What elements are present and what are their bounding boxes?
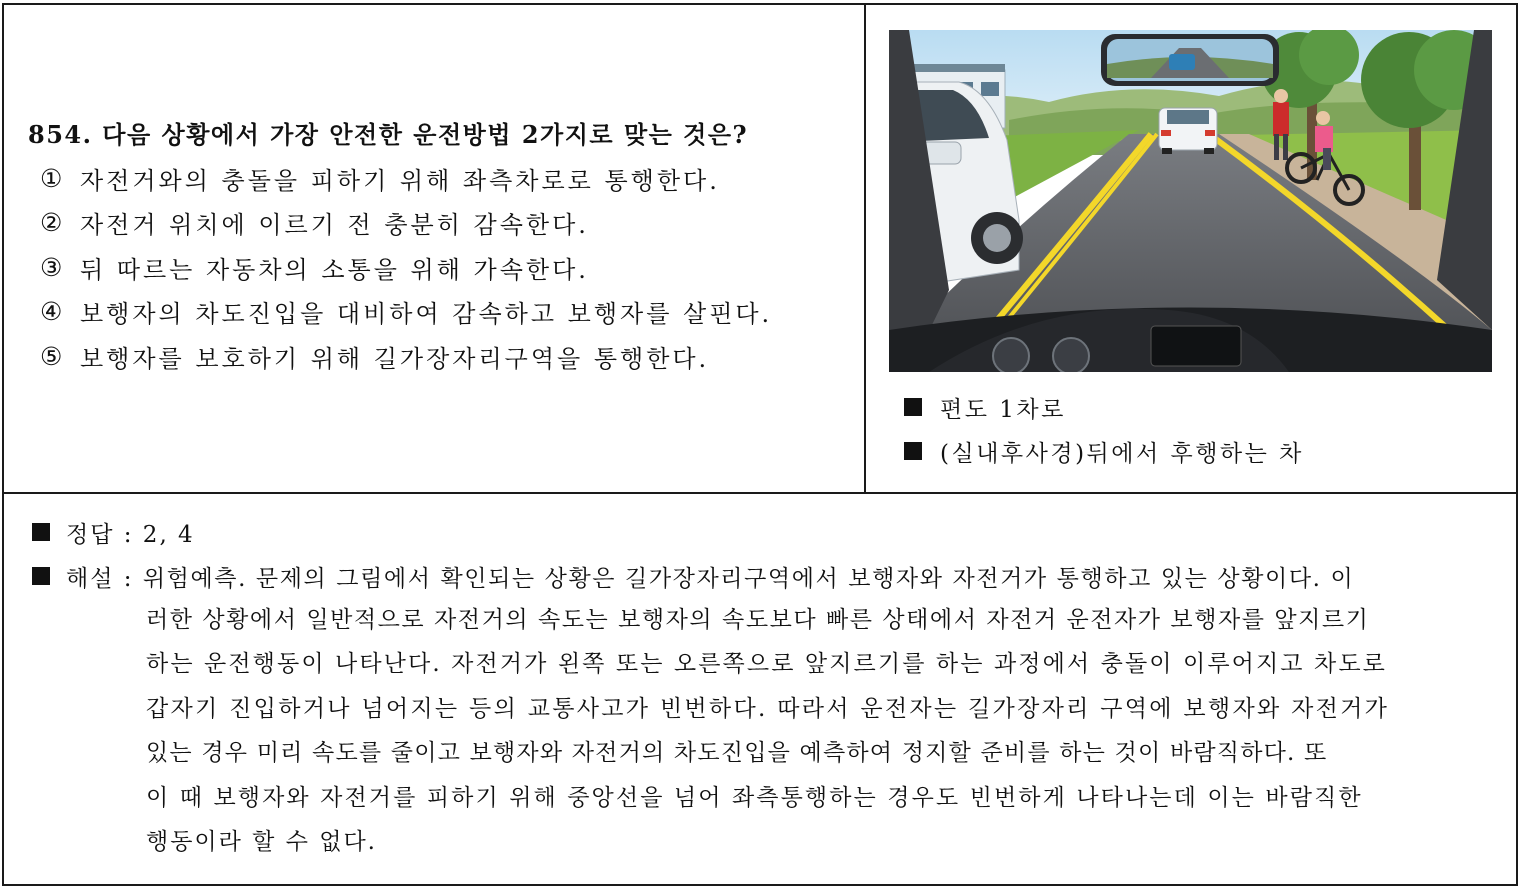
question-title: 854. 다음 상황에서 가장 안전한 운전방법 2가지로 맞는 것은? xyxy=(28,120,749,149)
explanation-line: 있는 경우 미리 속도를 줄이고 보행자와 자전거의 차도진입을 예측하여 정지할 준비를 하는 것이 바람직하다. 또 xyxy=(146,740,1328,766)
option-text: 보행자를 보호하기 위해 길가장자리구역을 통행한다. xyxy=(80,344,710,373)
option-text: 자전거와의 충돌을 피하기 위해 좌측차로로 통행한다. xyxy=(80,166,720,195)
explanation-line: 위험예측. 문제의 그림에서 확인되는 상황은 길가장자리구역에서 보행자와 자전거가 통행하고 있는 상황이다. 이 xyxy=(142,565,1355,592)
bullet-square-icon xyxy=(32,523,50,541)
option-number: ③ xyxy=(40,252,63,282)
explanation-first-line xyxy=(32,554,1497,598)
conditions xyxy=(904,385,1304,473)
gauge-speed xyxy=(993,338,1029,372)
answer-row xyxy=(32,510,1497,554)
option-3[interactable] xyxy=(28,245,848,290)
explanation-label: 해설 : xyxy=(66,565,143,592)
option-text: 뒤 따르는 자동차의 소통을 위해 가속한다. xyxy=(80,255,589,284)
divider-vertical xyxy=(864,5,866,493)
answer-text: 정답 : 2, 4 xyxy=(66,521,195,548)
condition-text: 편도 1차로 xyxy=(940,396,1066,423)
option-number: ② xyxy=(40,208,63,238)
explanation-line: 하는 운전행동이 나타난다. 자전거가 왼쪽 또는 오른쪽으로 앞지르기를 하는 과정에서 충돌이 이루어지고 차도로 xyxy=(146,651,1387,677)
option-text: 보행자의 차도진입을 대비하여 감속하고 보행자를 살핀다. xyxy=(80,300,773,329)
option-text: 자전거 위치에 이르기 전 충분히 감속한다. xyxy=(80,211,589,240)
condition-item xyxy=(904,429,1304,473)
explanation-line: 이 때 보행자와 자전거를 피하기 위해 중앙선을 넘어 좌측통행하는 경우도 빈번하게 나타나는데 이는 바람직한 xyxy=(146,784,1363,811)
explanation xyxy=(32,554,1497,865)
explanation-line: 러한 상황에서 일반적으로 자전거의 속도는 보행자의 속도보다 빠른 상태에서 자전거 운전자가 보행자를 앞지르기 xyxy=(146,606,1370,633)
option-1[interactable] xyxy=(28,156,848,201)
explanation-body xyxy=(32,598,1497,865)
explanation-line: 행동이라 할 수 없다. xyxy=(146,829,377,855)
pedestrian xyxy=(1273,102,1289,136)
bullet-square-icon xyxy=(904,442,922,460)
condition-text: (실내후사경)뒤에서 후행하는 차 xyxy=(940,440,1304,467)
option-4[interactable] xyxy=(28,290,848,335)
bullet-square-icon xyxy=(32,567,50,585)
divider-horizontal xyxy=(4,492,1516,494)
explanation-line: 갑자기 진입하거나 넘어지는 등의 교통사고가 빈번하다. 따라서 운전자는 길가장자리 구역에 보행자와 자전거가 xyxy=(146,695,1390,722)
option-number: ① xyxy=(40,163,63,193)
question-block xyxy=(28,114,848,379)
gauge-rpm xyxy=(1053,338,1089,372)
option-5[interactable] xyxy=(28,334,848,379)
option-number: ④ xyxy=(40,297,63,327)
center-screen xyxy=(1151,326,1241,366)
driving-scene-illustration xyxy=(889,30,1492,372)
bullet-square-icon xyxy=(904,398,922,416)
condition-item xyxy=(904,385,1304,429)
option-number: ⑤ xyxy=(40,341,63,371)
option-2[interactable] xyxy=(28,201,848,246)
answer-block xyxy=(32,510,1497,865)
